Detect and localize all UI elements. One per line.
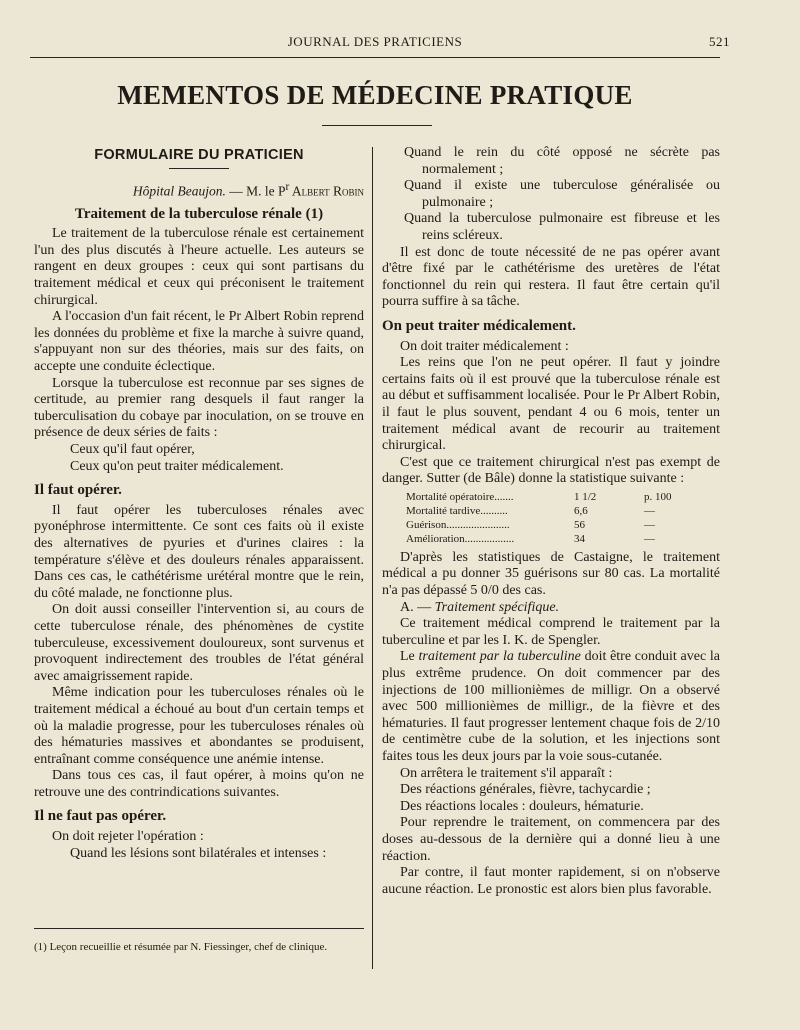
stat-unit: — (644, 504, 655, 517)
text-span: Le (400, 649, 419, 665)
subheading-ne-pas-operer: Il ne faut pas opérer. (34, 808, 167, 825)
list-line: Quand le rein du côté opposé ne sécrète pas normalement ; (404, 145, 720, 177)
hospital-place: Hôpital Beaujon. (132, 183, 226, 199)
stat-value: 6,6 (574, 504, 588, 517)
stat-label: Mortalité tardive.......... (406, 504, 508, 517)
table-row (406, 532, 704, 546)
paragraph: D'après les statistiques de Castaigne, le traitement médical a pu donner 35 guérisons sur 80 cas. La mortalité n'a pas dépassé 5 0/0 des cas. (382, 549, 720, 599)
stat-label: Amélioration.................. (406, 532, 515, 545)
main-title: MEMENTOS DE MÉDECINE PRATIQUE (117, 80, 633, 110)
table-row (406, 504, 704, 518)
subheading-operer: Il faut opérer. (34, 482, 122, 499)
header-rule (30, 57, 720, 58)
subheading-medical: On peut traiter médicalement. (382, 317, 576, 334)
list-line: Ceux qu'il faut opérer, (70, 442, 195, 457)
footnote: (1) Leçon recueillie et résumée par N. Fiessinger, chef de clinique. (34, 941, 328, 953)
section-title: FORMULAIRE DU PRATICIEN (94, 147, 304, 163)
subheading-prefix: A. — (400, 599, 435, 615)
left-column (34, 145, 364, 862)
list-line: Quand il existe une tuberculose généralisée ou pulmonaire ; (404, 178, 720, 210)
paragraph: A l'occasion d'un fait récent, le Pr Albert Robin reprend les données du problème et fixe la marche à suivre quand, s'appuyant non sur des théories, mais sur des faits, on accepte une conduite éclectique. (34, 309, 364, 375)
right-column (382, 145, 720, 898)
paragraph: Lorsque la tuberculose est reconnue par ses signes de certitude, au premier rang desquels il faut ranger la tuberculisation du cobaye par inoculation, on se trouve en présence de deux séries de faits : (34, 375, 364, 441)
article-title: Traitement de la tuberculose rénale (1) (74, 205, 324, 222)
paragraph: Il est donc de toute nécessité de ne pas opérer avant d'être fixé par le cathétérisme des uretères de l'état fonctionnel du rein qui restera. Il faut être certain qu'il pourra suffire à sa tâche. (382, 244, 720, 310)
paragraph: Même indication pour les tuberculoses rénales où le traitement médical a échoué au bout d'un certain temps et où la maladie progresse, pour les tuberculoses rénales où des hématuries massives et abondantes se produisent, entraînant comme conséquence une anémie intense. (34, 685, 364, 767)
stat-value: 1 1/2 (574, 490, 597, 503)
statistics-table (406, 490, 704, 546)
subheading-specifique (382, 600, 720, 617)
stat-unit: — (644, 518, 655, 531)
paragraph: C'est que ce traitement chirurgical n'est pas exempt de danger. Sutter (de Bâle) donne la statistique suivante : (382, 454, 720, 487)
paragraph: On doit aussi conseiller l'intervention si, au cours de cette tuberculose rénale, des phénomènes de cystite tuberculeuse, excessivement douloureux, sont survenus et provoquent indirectement des troubles de l'état général avec amaigrissement rapide. (34, 602, 364, 684)
list-line: Ceux qu'on peut traiter médicalement. (70, 458, 284, 474)
paragraph: On doit rejeter l'opération : (52, 829, 204, 845)
paragraph: Dans tous ces cas, il faut opérer, à moins qu'on ne retrouve une des contrindications suivantes. (34, 768, 364, 800)
hospital-name: Albert Robin (289, 183, 364, 199)
column-divider (372, 147, 373, 969)
stat-value: 56 (574, 518, 585, 531)
table-row (406, 518, 704, 532)
paragraph: Il faut opérer les tuberculoses rénales avec pyonéphrose intermittente. Ce sont ces faits où il existe des alternatives de pyuries et d'urines claires : la température s'élève et des douleurs rénales apparaissent. Dans ces cas, le cathétérisme urétéral montre que le rein, du côté malade, ne fonctionne plus. (34, 502, 364, 601)
paragraph: Le traitement de la tuberculose rénale est certainement l'un des plus discutés à l'heure actuelle. Les auteurs se rangent en deux groupes : ceux qui sont partisans du traitement médical et ceux qui préconisent le traitement chirurgical. (34, 226, 364, 308)
text-span: doit être conduit avec la plus extrême prudence. On doit commencer par des injections de 100 millionièmes de milligr. On a observé avec 500 millionièmes de milligr., de la fièvre et des hématuries. Il faut progresser lentement chaque fois de 2/10 de centimètre cube de la solution, et les injections sont faites tous les deux jours par la voie sous-cutanée. (382, 649, 720, 764)
section-rule (169, 168, 229, 169)
stat-unit: p. 100 (644, 490, 672, 503)
list-line: Quand les lésions sont bilatérales et intenses : (70, 845, 327, 861)
journal-name: JOURNAL DES PRATICIENS (287, 34, 463, 49)
text-span-italic: traitement par la tuberculine (418, 649, 581, 665)
stat-unit: — (644, 532, 655, 545)
paragraph: Des réactions locales : douleurs, hématurie. (400, 798, 644, 814)
paragraph: Des réactions générales, fièvre, tachycardie ; (400, 782, 651, 798)
hospital-line (34, 179, 364, 200)
subheading-text: Traitement spécifique. (434, 599, 560, 615)
paragraph: Ce traitement médical comprend le traitement par la tuberculine et par les I. K. de Spengler. (382, 616, 720, 648)
title-rule (322, 125, 432, 126)
footnote-rule (34, 928, 364, 929)
paragraph: Par contre, il faut monter rapidement, si on n'observe aucune réaction. Le pronostic est alors bien plus favorable. (382, 865, 720, 897)
hospital-sup: r (285, 180, 290, 193)
paragraph: Les reins que l'on ne peut opérer. Il faut y joindre certains faits où il est prouvé que la tuberculose rénale est au début et suffisamment localisée. Pour le Pr Albert Robin, il faut le plus souvent, pendant 4 ou 6 mois, tenter un traitement médical avant de recourir au traitement chirurgical. (382, 355, 720, 454)
running-head (30, 34, 730, 54)
hospital-sep: — M. le P (225, 183, 286, 199)
paragraph: On arrêtera le traitement s'il apparaît : (400, 765, 613, 781)
paragraph (382, 649, 720, 765)
paragraph: On doit traiter médicalement : (400, 338, 569, 354)
page-number: 521 (709, 34, 730, 49)
list-line: Quand la tuberculose pulmonaire est fibreuse et les reins scléreux. (404, 211, 720, 243)
stat-label: Mortalité opératoire....... (406, 490, 514, 503)
stat-label: Guérison....................... (406, 518, 510, 531)
paragraph: Pour reprendre le traitement, on commencera par des doses au-dessous de la dernière qui a donné lieu à une réaction. (382, 815, 720, 864)
stat-value: 34 (574, 532, 585, 545)
table-row (406, 490, 704, 504)
